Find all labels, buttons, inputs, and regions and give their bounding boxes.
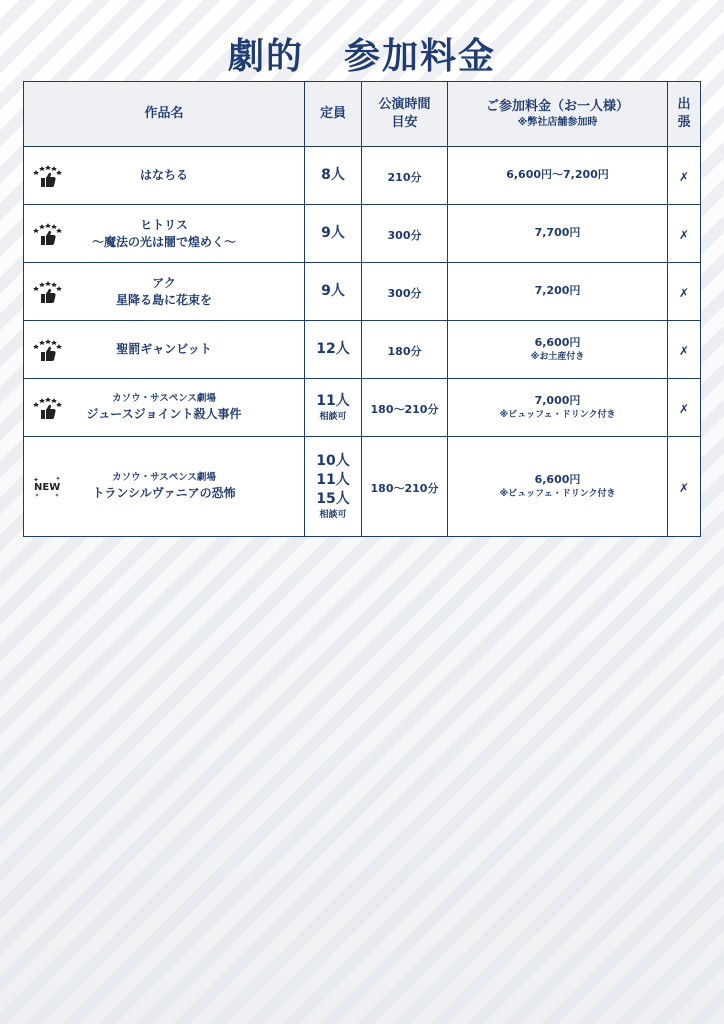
time-cell (362, 263, 448, 321)
cross-mark-icon: ✗ (678, 343, 690, 358)
time-value: 210分 (387, 170, 422, 184)
time-value: 180分 (387, 344, 422, 358)
price-cell (448, 437, 668, 537)
table-row (24, 205, 701, 263)
table-row (24, 321, 701, 379)
trip-cell (668, 379, 701, 437)
capacity-value: 10人 (316, 453, 350, 470)
cross-mark-icon: ✗ (678, 285, 690, 300)
time-cell (362, 379, 448, 437)
title-cell (24, 263, 305, 321)
page-title (0, 28, 724, 79)
capacity-value: 9人 (321, 283, 345, 300)
cross-mark-icon: ✗ (678, 480, 690, 495)
title-line2: 星降る島に花束を (115, 292, 212, 307)
price-value: 6,600円〜7,200円 (506, 168, 609, 182)
table-header-row (24, 82, 701, 147)
header-time (362, 82, 448, 147)
new-label: NEW (34, 481, 61, 493)
capacity-cell (305, 321, 362, 379)
capacity-cell (305, 263, 362, 321)
capacity-value: 15人 (316, 490, 350, 507)
table-row (24, 437, 701, 537)
new-sparkle-icon (32, 475, 62, 499)
time-value: 180〜210分 (370, 402, 439, 416)
table-row (24, 147, 701, 205)
trip-cell (668, 263, 701, 321)
thumbs-up-stars-icon (32, 338, 62, 362)
header-price (448, 82, 668, 147)
series-name: カソウ・サスペンス劇場 (112, 393, 216, 404)
price-value: 6,600円 (534, 473, 581, 486)
title-cell (24, 147, 305, 205)
trip-cell (668, 205, 701, 263)
title-line2: 〜魔法の光は闇で煌めく〜 (91, 234, 236, 249)
time-cell (362, 147, 448, 205)
price-note: ※お土産付き (530, 351, 585, 362)
time-cell (362, 205, 448, 263)
price-value: 6,600円 (534, 336, 581, 349)
price-note: ※ビュッフェ・ドリンク付き (499, 409, 616, 420)
capacity-cell (305, 147, 362, 205)
thumbs-up-stars-icon (32, 280, 62, 304)
fee-table (23, 81, 701, 537)
series-name: カソウ・サスペンス劇場 (112, 472, 216, 483)
price-value: 7,200円 (534, 284, 581, 298)
title-line1: 聖罰ギャンビット (116, 342, 212, 357)
time-value: 300分 (387, 228, 422, 242)
capacity-note: 相談可 (319, 411, 347, 422)
capacity-cell (305, 379, 362, 437)
trip-cell (668, 437, 701, 537)
price-cell (448, 147, 668, 205)
title-line1: アク (152, 276, 176, 291)
thumbs-up-stars-icon (32, 396, 62, 420)
cross-mark-icon: ✗ (678, 169, 690, 184)
title-line1: ヒトリス (140, 218, 188, 233)
header-name: 作品名 (24, 82, 305, 147)
trip-cell (668, 321, 701, 379)
table-row (24, 379, 701, 437)
cross-mark-icon: ✗ (678, 227, 690, 242)
table-row (24, 263, 701, 321)
header-time-line1: 公演時間 (378, 97, 431, 113)
thumbs-up-stars-icon (32, 222, 62, 246)
capacity-value: 8人 (321, 167, 345, 184)
title-line1: トランシルヴァニアの恐怖 (92, 485, 236, 500)
capacity-note: 相談可 (319, 509, 347, 520)
time-value: 180〜210分 (370, 481, 439, 495)
title-cell (24, 379, 305, 437)
capacity-value: 12人 (316, 341, 350, 358)
capacity-cell (305, 437, 362, 537)
time-cell (362, 437, 448, 537)
capacity-value: 9人 (321, 225, 345, 242)
trip-cell (668, 147, 701, 205)
title-part1: 劇的 (227, 36, 304, 77)
price-cell (448, 263, 668, 321)
title-part2: 参加料金 (344, 36, 497, 77)
header-trip-line1: 出 (677, 97, 691, 113)
header-price-line2: ※弊社店舗参加時 (517, 117, 598, 129)
title-cell (24, 321, 305, 379)
price-value: 7,000円 (534, 394, 581, 407)
title-cell (24, 437, 305, 537)
price-value: 7,700円 (534, 226, 581, 240)
cross-mark-icon: ✗ (678, 401, 690, 416)
time-value: 300分 (387, 286, 422, 300)
title-line1: はなちる (139, 168, 188, 183)
header-time-line2: 目安 (391, 115, 418, 130)
header-trip-line2: 張 (677, 115, 691, 130)
header-trip (668, 82, 701, 147)
capacity-cell (305, 205, 362, 263)
capacity-value: 11人 (316, 392, 350, 409)
price-note: ※ビュッフェ・ドリンク付き (499, 488, 616, 499)
price-cell (448, 321, 668, 379)
header-price-line1: ご参加料金（お一人様） (485, 99, 629, 115)
time-cell (362, 321, 448, 379)
capacity-value: 11人 (316, 471, 350, 488)
title-cell (24, 205, 305, 263)
header-capacity: 定員 (305, 82, 362, 147)
price-cell (448, 379, 668, 437)
price-cell (448, 205, 668, 263)
thumbs-up-stars-icon (32, 164, 62, 188)
title-line1: ジュースジョイント殺人事件 (86, 406, 242, 421)
